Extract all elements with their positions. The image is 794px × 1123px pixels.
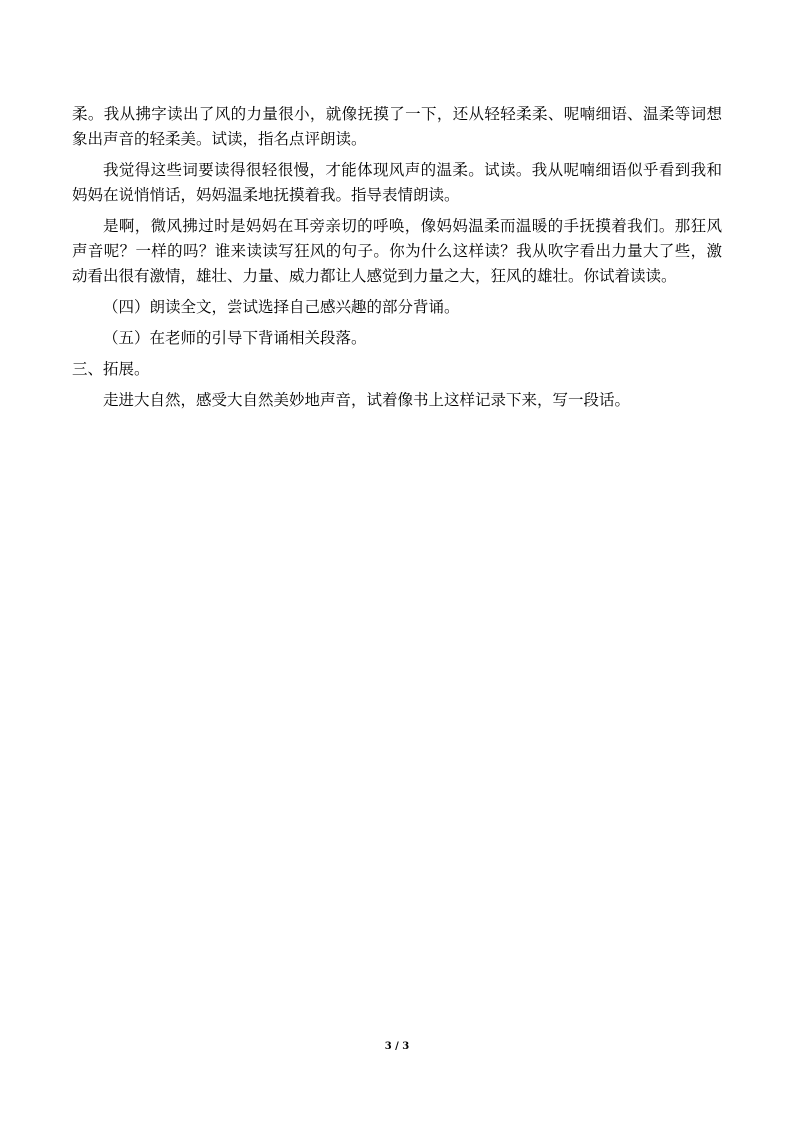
paragraph-strong-wind: 是啊，微风拂过时是妈妈在耳旁亲切的呼唤，像妈妈温柔而温暖的手抚摸着我们。那狂风声音呢？一样的吗？谁来读读写狂风的句子。你为什么这样读？我从吹字看出力量大了些，激动看出很有激情，雄壮、力量、威力都让人感觉到力量之大，狂风的雄壮。你试着读读。 xyxy=(72,217,722,285)
step-four: （四）朗读全文，尝试选择自己感兴趣的部分背诵。 xyxy=(103,298,460,316)
paragraph-continuation: 柔。我从拂字读出了风的力量很小，就像抚摸了一下，还从轻轻柔柔、呢喃细语、温柔等词想象出声音的轻柔美。试读，指名点评朗读。 xyxy=(72,105,722,148)
section-heading-extension: 三、拓展。 xyxy=(72,360,150,378)
document-body xyxy=(72,102,722,413)
paragraph-extension-task: 走进大自然，感受大自然美妙地声音，试着像书上这样记录下来，写一段话。 xyxy=(103,391,631,409)
page-number: 3 / 3 xyxy=(384,1041,410,1052)
paragraph-reading-gently: 我觉得这些词要读得很轻很慢，才能体现风声的温柔。试读。我从呢喃细语似乎看到我和妈妈在说悄悄话，妈妈温柔地抚摸着我。指导表情朗读。 xyxy=(72,161,722,204)
step-five: （五）在老师的引导下背诵相关段落。 xyxy=(103,329,367,347)
